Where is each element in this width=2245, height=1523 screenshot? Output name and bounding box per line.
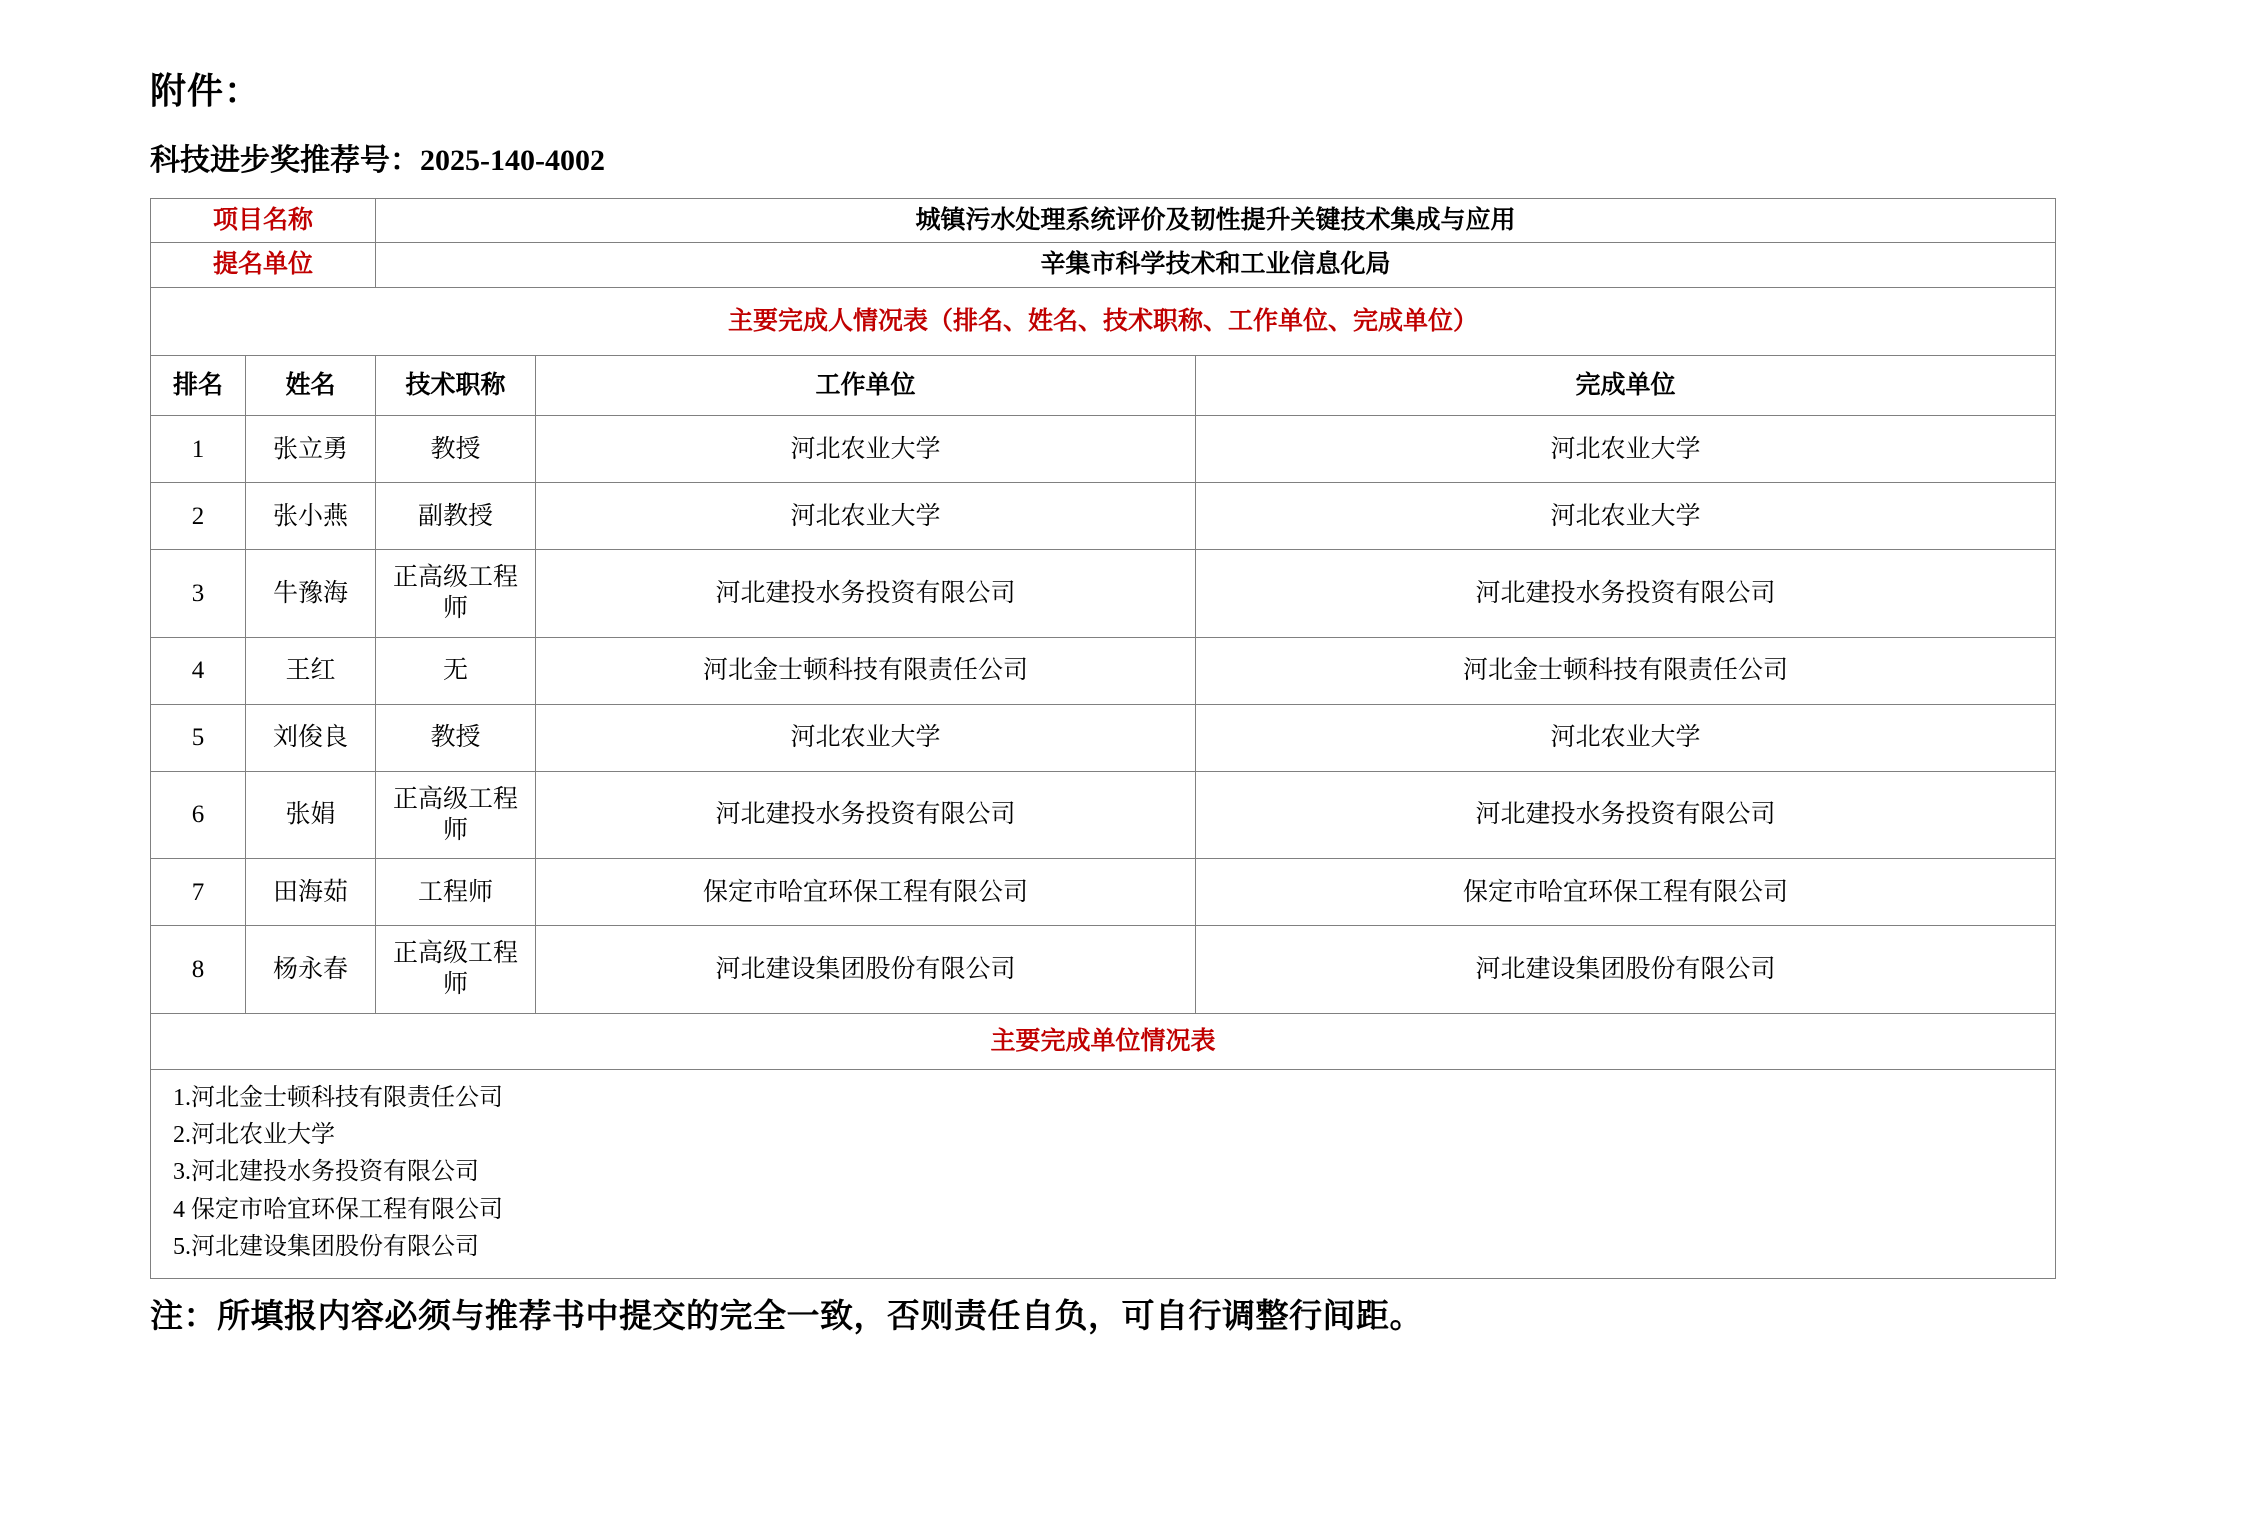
table-row (151, 637, 2056, 704)
column-header-work-unit: 工作单位 (536, 355, 1196, 415)
cell-name: 牛豫海 (246, 550, 376, 638)
cell-name: 杨永春 (246, 926, 376, 1014)
column-header-name: 姓名 (246, 355, 376, 415)
cell-rank: 5 (151, 704, 246, 771)
nominating-unit-value: 辛集市科学技术和工业信息化局 (376, 243, 2056, 287)
table-row (151, 926, 2056, 1014)
cell-done-unit: 河北建投水务投资有限公司 (1196, 550, 2056, 638)
cell-done-unit: 河北农业大学 (1196, 704, 2056, 771)
cell-name: 王红 (246, 637, 376, 704)
cell-done-unit: 河北金士顿科技有限责任公司 (1196, 637, 2056, 704)
document-content (150, 70, 2075, 1339)
cell-title: 正高级工程师 (376, 771, 536, 859)
cell-work-unit: 河北农业大学 (536, 416, 1196, 483)
table-row (151, 771, 2056, 859)
table-row-units-list (151, 1069, 2056, 1278)
cell-rank: 2 (151, 483, 246, 550)
cell-rank: 7 (151, 859, 246, 926)
table-row (151, 550, 2056, 638)
cell-title: 教授 (376, 704, 536, 771)
unit-list-item: 3.河北建投水务投资有限公司 (173, 1159, 479, 1186)
cell-title: 副教授 (376, 483, 536, 550)
units-list (151, 1069, 2056, 1278)
cell-work-unit: 河北建投水务投资有限公司 (536, 550, 1196, 638)
people-section-title: 主要完成人情况表（排名、姓名、技术职称、工作单位、完成单位） (151, 287, 2056, 355)
table-row (151, 483, 2056, 550)
unit-list-item: 5.河北建设集团股份有限公司 (173, 1233, 479, 1260)
cell-rank: 6 (151, 771, 246, 859)
cell-done-unit: 河北农业大学 (1196, 483, 2056, 550)
column-header-title: 技术职称 (376, 355, 536, 415)
attachment-label: 附件： (150, 71, 262, 111)
table-row-people-section-title (151, 287, 2056, 355)
unit-list-item: 4 保定市哈宜环保工程有限公司 (173, 1196, 503, 1223)
column-header-done-unit: 完成单位 (1196, 355, 2056, 415)
cell-done-unit: 河北农业大学 (1196, 416, 2056, 483)
cell-name: 张立勇 (246, 416, 376, 483)
cell-name: 张小燕 (246, 483, 376, 550)
cell-done-unit: 河北建投水务投资有限公司 (1196, 771, 2056, 859)
column-header-rank: 排名 (151, 355, 246, 415)
cell-title: 正高级工程师 (376, 550, 536, 638)
cell-work-unit: 河北建设集团股份有限公司 (536, 926, 1196, 1014)
cell-done-unit: 保定市哈宜环保工程有限公司 (1196, 859, 2056, 926)
project-name-label: 项目名称 (151, 199, 376, 243)
cell-title: 无 (376, 637, 536, 704)
cell-name: 刘俊良 (246, 704, 376, 771)
cell-name: 田海茹 (246, 859, 376, 926)
cell-title: 工程师 (376, 859, 536, 926)
cell-title: 正高级工程师 (376, 926, 536, 1014)
recommendation-number-line: 科技进步奖推荐号：2025-140-4002 (150, 144, 605, 178)
table-row (151, 416, 2056, 483)
cell-rank: 8 (151, 926, 246, 1014)
unit-list-item: 1.河北金士顿科技有限责任公司 (173, 1084, 503, 1111)
unit-list-item: 2.河北农业大学 (173, 1122, 335, 1149)
cell-rank: 4 (151, 637, 246, 704)
cell-rank: 3 (151, 550, 246, 638)
document-note: 注：所填报内容必须与推荐书中提交的完全一致，否则责任自负，可自行调整行间距。 (150, 1298, 1423, 1335)
cell-work-unit: 保定市哈宜环保工程有限公司 (536, 859, 1196, 926)
cell-done-unit: 河北建设集团股份有限公司 (1196, 926, 2056, 1014)
table-row-project-name (151, 199, 2056, 243)
cell-rank: 1 (151, 416, 246, 483)
units-section-title: 主要完成单位情况表 (151, 1013, 2056, 1069)
project-name-value: 城镇污水处理系统评价及韧性提升关键技术集成与应用 (376, 199, 2056, 243)
nominating-unit-label: 提名单位 (151, 243, 376, 287)
cell-title: 教授 (376, 416, 536, 483)
table-row (151, 704, 2056, 771)
cell-work-unit: 河北农业大学 (536, 483, 1196, 550)
table-row (151, 859, 2056, 926)
cell-work-unit: 河北建投水务投资有限公司 (536, 771, 1196, 859)
table-row-people-header (151, 355, 2056, 415)
cell-work-unit: 河北金士顿科技有限责任公司 (536, 637, 1196, 704)
cell-work-unit: 河北农业大学 (536, 704, 1196, 771)
table-row-nominating-unit (151, 243, 2056, 287)
table-row-units-section-title (151, 1013, 2056, 1069)
cell-name: 张娟 (246, 771, 376, 859)
award-info-table (150, 198, 2056, 1279)
